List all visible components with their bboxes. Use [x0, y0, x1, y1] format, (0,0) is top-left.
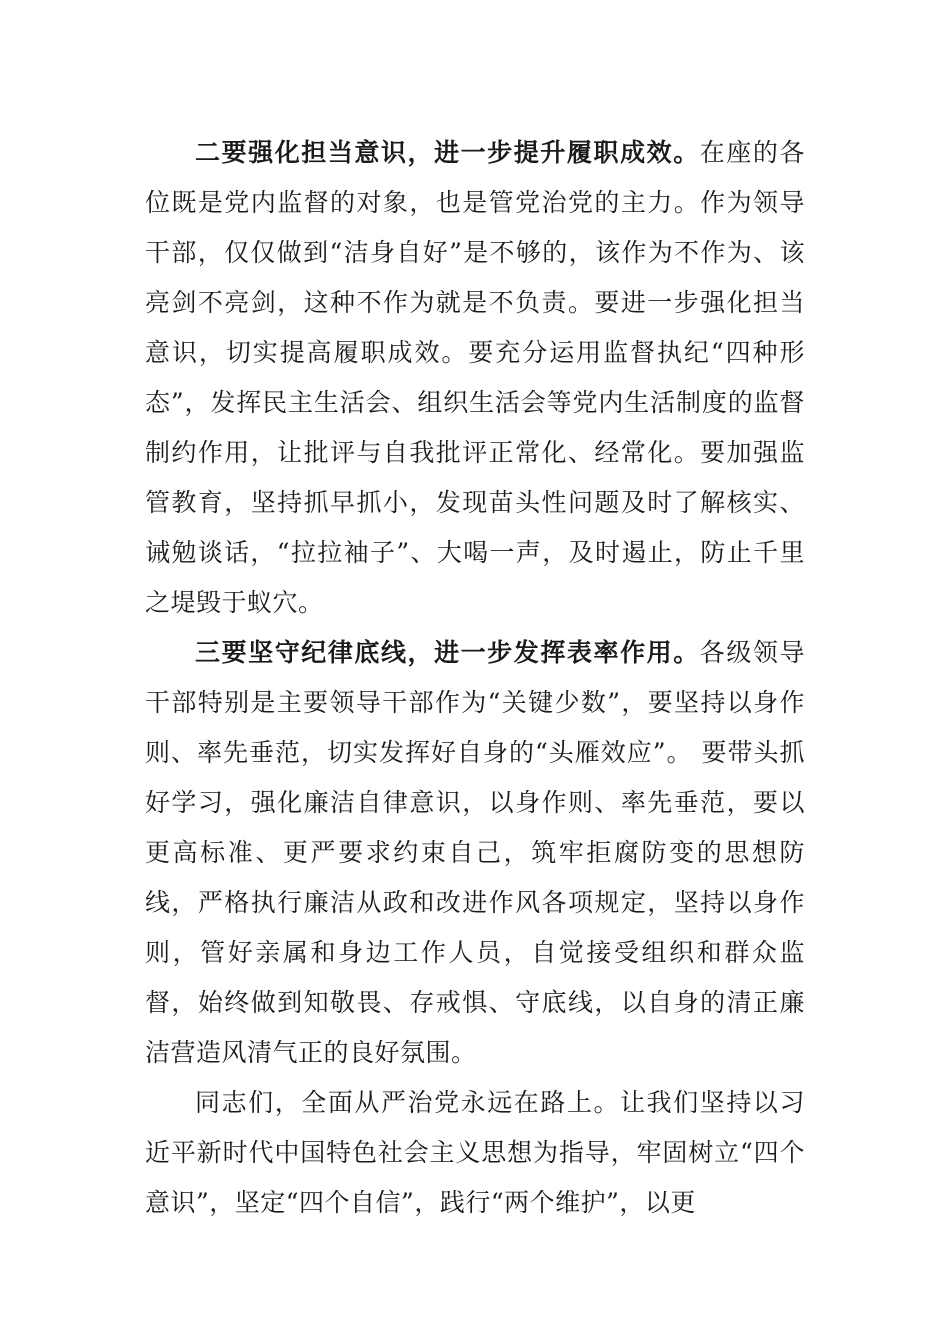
paragraph-two: [145, 128, 805, 628]
paragraph-body: 同志们，全面从严治党永远在路上。让我们坚持以习近平新时代中国特色社会主义思想为指导，牢固树立“四个意识”，坚定“四个自信”，践行“两个维护”，以更: [145, 1088, 805, 1217]
paragraph-body: 各级领导干部特别是主要领导干部作为“关键少数”，要坚持以身作则、率先垂范，切实发挥好自身的“头雁效应”。 要带头抓好学习，强化廉洁自律意识，以身作则、率先垂范，要以更高标准、更严要求约束自己，筑牢拒腐防变的思想防线，严格执行廉洁从政和改进作风各项规定，坚持以身作则，管好亲属和身边工作人员，自觉接受组织和群众监督，始终做到知敬畏、存戒惧、守底线，以自身的清正廉洁营造风清气正的良好氛围。: [145, 638, 805, 1067]
paragraph-three: [145, 628, 805, 1078]
paragraph-closing: [145, 1078, 805, 1228]
document-page: [145, 128, 805, 1228]
paragraph-body: 在座的各位既是党内监督的对象，也是管党治党的主力。作为领导干部，仅仅做到“洁身自好”是不够的，该作为不作为、该亮剑不亮剑，这种不作为就是不负责。要进一步强化担当意识，切实提高履职成效。要充分运用监督执纪“四种形态”，发挥民主生活会、组织生活会等党内生活制度的监督制约作用，让批评与自我批评正常化、经常化。要加强监管教育，坚持抓早抓小，发现苗头性问题及时了解核实、诫勉谈话，“拉拉袖子”、大喝一声，及时遏止，防止千里之堤毁于蚁穴。: [145, 138, 805, 617]
paragraph-heading: 三要坚守纪律底线，进一步发挥表率作用。: [195, 638, 700, 667]
paragraph-heading: 二要强化担当意识，进一步提升履职成效。: [195, 138, 700, 167]
